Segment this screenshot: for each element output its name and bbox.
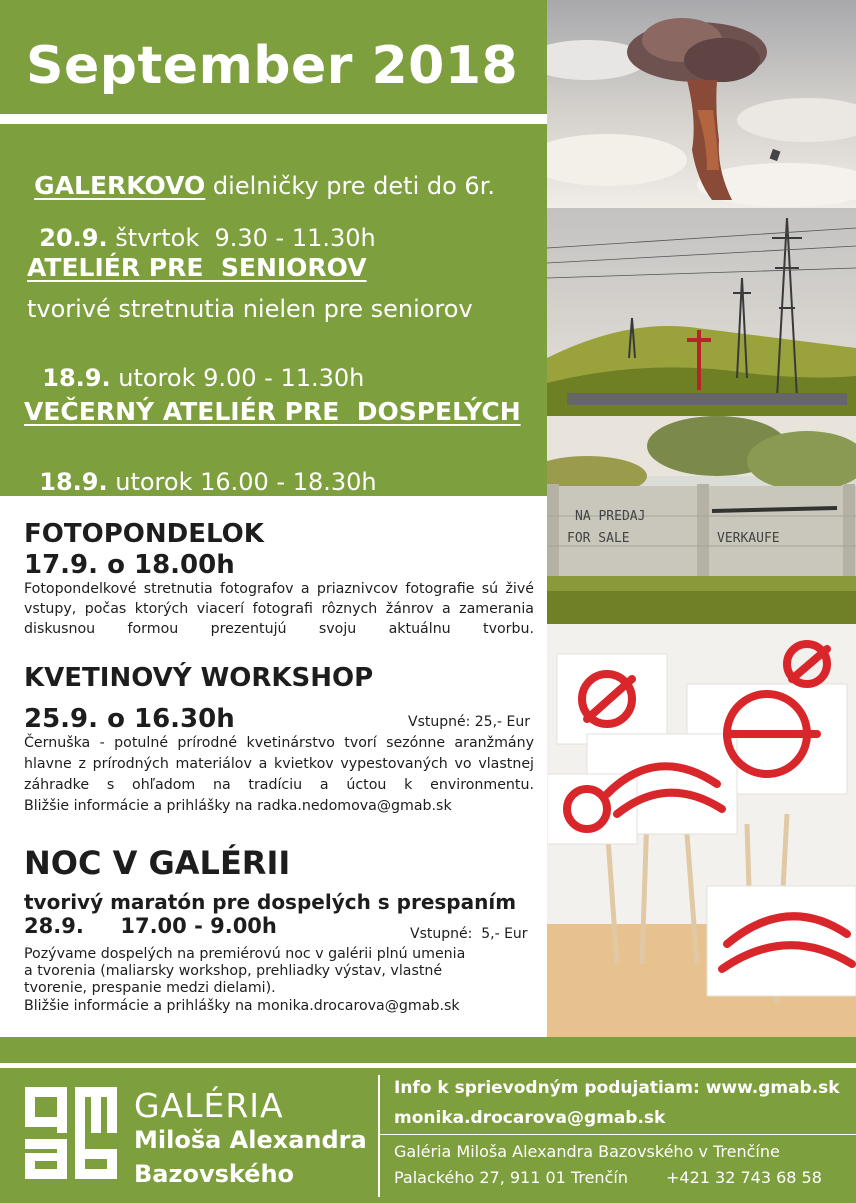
event-galerkovo-date: [24, 196, 376, 252]
event-evening-day: 18.9.: [39, 468, 108, 496]
footer-name-line1: Miloša Alexandra: [134, 1126, 367, 1154]
footer-rule: [380, 1134, 856, 1135]
kvet-body-2: hlavne z prírodných materiálov a kvietkov vypestovaných vo vlastnej: [24, 756, 534, 772]
fence-text-2: FOR SALE: [567, 531, 630, 546]
event-galerkovo: [24, 152, 495, 200]
noc-body-4: Bližšie informácie a prihlášky na monika.drocarova@gmab.sk: [24, 998, 460, 1014]
photo-fence: [547, 416, 856, 624]
kvet-title: KVETINOVÝ WORKSHOP: [24, 663, 374, 693]
photo-power-lines: [547, 208, 856, 416]
noc-body-3: tvorenie, prespanie medzi dielami).: [24, 980, 276, 996]
footer-band: [0, 1037, 856, 1063]
event-senior-date: [27, 336, 364, 392]
photo-red-boards: [547, 624, 856, 1037]
kvet-date: 25.9. o 16.30h: [24, 704, 235, 734]
kvet-body-4: Bližšie informácie a prihlášky na radka.nedomova@gmab.sk: [24, 798, 452, 814]
footer-email-link[interactable]: monika.drocarova@gmab.sk: [394, 1108, 666, 1128]
footer-phone: +421 32 743 68 58: [666, 1168, 822, 1187]
noc-body-1: Pozývame dospelých na premiérovú noc v galérii plnú umenia: [24, 946, 466, 962]
noc-body-2: a tvorenia (maliarsky workshop, prehliadky výstav, vlastné: [24, 963, 443, 979]
event-senior-day: 18.9.: [42, 364, 111, 392]
event-galerkovo-day: 20.9.: [39, 224, 108, 252]
event-evening-date: [24, 440, 377, 496]
title-divider: [0, 114, 547, 124]
foto-date: 17.9. o 18.00h: [24, 550, 235, 580]
kvet-body-1: Černuška - potulné prírodné kvetinárstvo tvorí sezónne aranžmány: [24, 735, 534, 751]
event-galerkovo-time: štvrtok 9.30 - 11.30h: [107, 224, 376, 252]
noc-subtitle: tvorivý maratón pre dospelých s prespaním: [24, 890, 517, 914]
foto-body-1: Fotopondelkové stretnutia fotografov a priaznivcov fotografie sú živé: [24, 581, 534, 597]
foto-title: FOTOPONDELOK: [24, 519, 264, 549]
footer-address-line1: Galéria Miloša Alexandra Bazovského v Trenčíne: [394, 1142, 780, 1161]
foto-body-3: diskusnou formou prezentujú svoju aktuálnu tvorbu.: [24, 621, 534, 637]
event-senior-desc: tvorivé stretnutia nielen pre seniorov: [27, 295, 473, 323]
event-galerkovo-title: GALERKOVO: [34, 171, 206, 200]
foto-body-2: vstupy, počas ktorých viacerí fotografi rôznych žánrov a zamerania: [24, 601, 534, 617]
fence-text-3: VERKAUFE: [717, 531, 780, 546]
photo-explosion: [547, 0, 856, 208]
kvet-body-3: záhradke s ohľadom na tradíciu a úctou k environmentu.: [24, 777, 534, 793]
event-senior-time: utorok 9.00 - 11.30h: [110, 364, 365, 392]
noc-date: 28.9. 17.00 - 9.00h: [24, 914, 277, 938]
event-evening-time: utorok 16.00 - 18.30h: [107, 468, 377, 496]
noc-fee: Vstupné: 5,- Eur: [410, 926, 528, 942]
event-evening-title: VEČERNÝ ATELIÉR PRE DOSPELÝCH: [24, 397, 521, 426]
footer-divider: [378, 1075, 380, 1197]
footer-info-line: Info k sprievodným podujatiam: www.gmab.sk: [394, 1078, 840, 1098]
event-senior-title: ATELIÉR PRE SENIOROV: [27, 253, 367, 282]
footer-gallery-word: GALÉRIA: [134, 1086, 284, 1125]
event-galerkovo-desc: dielničky pre deti do 6r.: [205, 172, 495, 200]
page-title: September 2018: [26, 36, 519, 96]
kvet-fee: Vstupné: 25,- Eur: [408, 714, 531, 730]
fence-text-1: NA PREDAJ: [575, 509, 646, 524]
footer-address-line2: Palackého 27, 911 01 Trenčín: [394, 1168, 628, 1187]
footer-name-line2: Bazovského: [134, 1160, 295, 1188]
gmab-logo-icon: [25, 1087, 117, 1179]
noc-title: NOC V GALÉRII: [24, 844, 291, 882]
photo-column: [547, 0, 856, 1037]
